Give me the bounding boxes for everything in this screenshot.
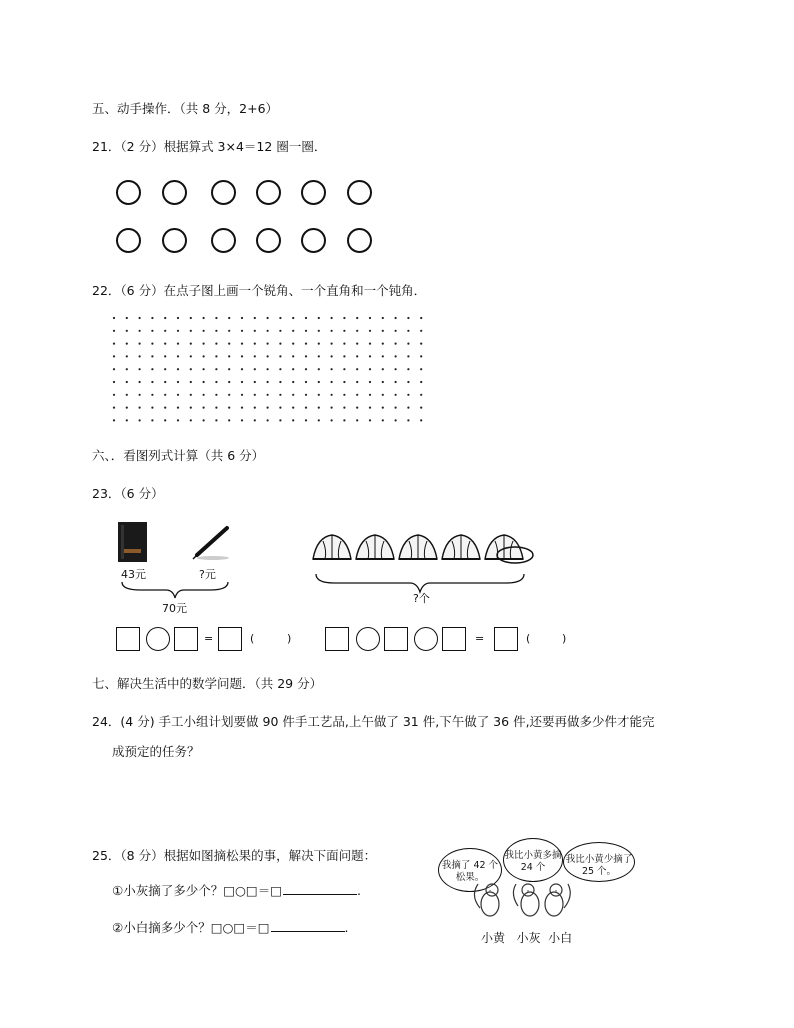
- circle[interactable]: [116, 180, 141, 205]
- grid-dot[interactable]: [279, 317, 281, 319]
- grid-dot[interactable]: [241, 381, 243, 383]
- answer-box[interactable]: [384, 627, 408, 651]
- grid-dot[interactable]: [254, 394, 256, 396]
- grid-dot[interactable]: [203, 330, 205, 332]
- bun: [399, 535, 437, 559]
- grid-dot[interactable]: [292, 394, 294, 396]
- squirrel-names: 小黄 小灰 小白: [481, 931, 573, 945]
- grid-dot[interactable]: [331, 419, 333, 421]
- pen-icon: [191, 525, 231, 561]
- grid-dot[interactable]: [369, 394, 371, 396]
- grid-dot[interactable]: [407, 343, 409, 345]
- grid-dot[interactable]: [215, 394, 217, 396]
- grid-dot[interactable]: [343, 381, 345, 383]
- grid-dot[interactable]: [395, 419, 397, 421]
- grid-dot[interactable]: [190, 330, 192, 332]
- grid-dot[interactable]: [228, 330, 230, 332]
- grid-dot[interactable]: [177, 381, 179, 383]
- grid-dot[interactable]: [241, 355, 243, 357]
- grid-dot[interactable]: [331, 330, 333, 332]
- grid-dot[interactable]: [395, 394, 397, 396]
- grid-dot[interactable]: [177, 407, 179, 409]
- grid-dot[interactable]: [228, 419, 230, 421]
- grid-dot[interactable]: [190, 343, 192, 345]
- grid-dot[interactable]: [356, 355, 358, 357]
- grid-dot[interactable]: [369, 355, 371, 357]
- grid-dot[interactable]: [139, 317, 141, 319]
- grid-dot[interactable]: [318, 394, 320, 396]
- circle[interactable]: [211, 228, 236, 253]
- grid-dot[interactable]: [382, 317, 384, 319]
- grid-dot[interactable]: [369, 317, 371, 319]
- grid-dot[interactable]: [331, 355, 333, 357]
- grid-dot[interactable]: [164, 355, 166, 357]
- grid-dot[interactable]: [267, 394, 269, 396]
- paren-open: (: [250, 632, 255, 645]
- speech-bubble-1: 我摘了 42 个松果。: [438, 848, 502, 892]
- total-price: 70元: [162, 602, 187, 615]
- grid-dot[interactable]: [292, 381, 294, 383]
- grid-dot[interactable]: [151, 330, 153, 332]
- grid-dot[interactable]: [151, 394, 153, 396]
- pen-price: ?元: [199, 568, 216, 581]
- grid-dot[interactable]: [331, 317, 333, 319]
- grid-dot[interactable]: [151, 355, 153, 357]
- grid-dot[interactable]: [420, 407, 422, 409]
- grid-dot[interactable]: [382, 381, 384, 383]
- grid-dot[interactable]: [356, 317, 358, 319]
- answer-box[interactable]: [218, 627, 242, 651]
- grid-dot[interactable]: [369, 368, 371, 370]
- circle[interactable]: [347, 228, 372, 253]
- grid-dot[interactable]: [343, 419, 345, 421]
- grid-dot[interactable]: [331, 407, 333, 409]
- grid-dot[interactable]: [190, 368, 192, 370]
- grid-dot[interactable]: [151, 381, 153, 383]
- grid-dot[interactable]: [228, 381, 230, 383]
- grid-dot[interactable]: [305, 317, 307, 319]
- question-23: 23．（6 分）: [92, 486, 164, 501]
- grid-dot[interactable]: [164, 317, 166, 319]
- grid-dot[interactable]: [139, 407, 141, 409]
- grid-dot[interactable]: [177, 394, 179, 396]
- grid-dot[interactable]: [420, 330, 422, 332]
- grid-dot[interactable]: [382, 343, 384, 345]
- grid-dot[interactable]: [343, 317, 345, 319]
- grid-dot[interactable]: [382, 355, 384, 357]
- grid-dot[interactable]: [356, 343, 358, 345]
- grid-dot[interactable]: [420, 419, 422, 421]
- grid-dot[interactable]: [228, 394, 230, 396]
- grid-dot[interactable]: [203, 343, 205, 345]
- grid-dot[interactable]: [126, 368, 128, 370]
- grid-dot[interactable]: [279, 343, 281, 345]
- grid-dot[interactable]: [254, 368, 256, 370]
- grid-dot[interactable]: [318, 317, 320, 319]
- grid-dot[interactable]: [369, 407, 371, 409]
- bun-icon: [309, 529, 535, 573]
- grid-dot[interactable]: [331, 394, 333, 396]
- grid-dot[interactable]: [407, 394, 409, 396]
- answer-box[interactable]: [325, 627, 349, 651]
- grid-dot[interactable]: [215, 355, 217, 357]
- section-title-7: 七、解决生活中的数学问题．（共 29 分）: [92, 676, 323, 691]
- grid-dot[interactable]: [164, 407, 166, 409]
- question-24-line2: 成预定的任务？: [112, 744, 200, 759]
- grid-dot[interactable]: [279, 368, 281, 370]
- grid-dot[interactable]: [203, 381, 205, 383]
- grid-dot[interactable]: [305, 330, 307, 332]
- circle[interactable]: [256, 180, 281, 205]
- grid-dot[interactable]: [369, 343, 371, 345]
- grid-dot[interactable]: [241, 343, 243, 345]
- sub2-text: ②小白摘多少个？□○□＝□: [112, 920, 270, 935]
- grid-dot[interactable]: [318, 368, 320, 370]
- grid-dot[interactable]: [151, 368, 153, 370]
- grid-dot[interactable]: [292, 330, 294, 332]
- grid-dot[interactable]: [331, 343, 333, 345]
- grid-dot[interactable]: [113, 381, 115, 383]
- question-22: 22．（6 分）在点子图上画一个锐角、一个直角和一个钝角．: [92, 283, 427, 298]
- grid-dot[interactable]: [203, 419, 205, 421]
- grid-dot[interactable]: [113, 394, 115, 396]
- grid-dot[interactable]: [228, 407, 230, 409]
- grid-dot[interactable]: [190, 381, 192, 383]
- operator-circle[interactable]: [414, 627, 438, 651]
- grid-dot[interactable]: [215, 368, 217, 370]
- grid-dot[interactable]: [177, 368, 179, 370]
- squirrel-icon: [468, 878, 588, 922]
- grid-dot[interactable]: [241, 317, 243, 319]
- grid-dot[interactable]: [382, 407, 384, 409]
- grid-dot[interactable]: [318, 343, 320, 345]
- grid-dot[interactable]: [318, 407, 320, 409]
- grid-dot[interactable]: [420, 368, 422, 370]
- grid-dot[interactable]: [139, 381, 141, 383]
- grid-dot[interactable]: [407, 355, 409, 357]
- grid-dot[interactable]: [420, 381, 422, 383]
- grid-dot[interactable]: [113, 419, 115, 421]
- grid-dot[interactable]: [139, 330, 141, 332]
- grid-dot[interactable]: [254, 330, 256, 332]
- grid-dot[interactable]: [190, 394, 192, 396]
- grid-dot[interactable]: [420, 394, 422, 396]
- grid-dot[interactable]: [343, 355, 345, 357]
- grid-dot[interactable]: [151, 343, 153, 345]
- grid-dot[interactable]: [164, 368, 166, 370]
- grid-dot[interactable]: [356, 368, 358, 370]
- answer-box[interactable]: [494, 627, 518, 651]
- bun: [356, 535, 394, 559]
- grid-dot[interactable]: [356, 330, 358, 332]
- grid-dot[interactable]: [267, 419, 269, 421]
- circle[interactable]: [116, 228, 141, 253]
- circle[interactable]: [256, 228, 281, 253]
- grid-dot[interactable]: [164, 394, 166, 396]
- grid-dot[interactable]: [305, 394, 307, 396]
- grid-dot[interactable]: [139, 394, 141, 396]
- paren-open: (: [526, 632, 531, 645]
- grid-dot[interactable]: [254, 381, 256, 383]
- grid-dot[interactable]: [292, 368, 294, 370]
- circle[interactable]: [301, 180, 326, 205]
- grid-dot[interactable]: [369, 330, 371, 332]
- grid-dot[interactable]: [305, 419, 307, 421]
- grid-dot[interactable]: [254, 355, 256, 357]
- dot-grid[interactable]: [112, 316, 426, 426]
- grid-dot[interactable]: [126, 355, 128, 357]
- grid-dot[interactable]: [139, 419, 141, 421]
- grid-dot[interactable]: [279, 381, 281, 383]
- grid-dot[interactable]: [318, 419, 320, 421]
- question-24-line1: 24．(4 分) 手工小组计划要做 90 件手工艺品,上午做了 31 件,下午做了 36 件,还要再做多少件才能完: [92, 714, 655, 729]
- sub1-text: ①小灰摘了多少个？□○□＝□: [112, 883, 283, 898]
- grid-dot[interactable]: [305, 407, 307, 409]
- grid-dot[interactable]: [215, 317, 217, 319]
- answer-line[interactable]: [283, 882, 357, 895]
- grid-dot[interactable]: [190, 407, 192, 409]
- grid-dot[interactable]: [151, 317, 153, 319]
- grid-dot[interactable]: [356, 419, 358, 421]
- grid-dot[interactable]: [126, 381, 128, 383]
- grid-dot[interactable]: [151, 407, 153, 409]
- circle[interactable]: [347, 180, 372, 205]
- question-25-sub2: [112, 918, 349, 936]
- speech-bubble-2: 我比小黄多摘 24 个: [503, 838, 563, 882]
- grid-dot[interactable]: [228, 317, 230, 319]
- grid-dot[interactable]: [305, 381, 307, 383]
- grid-dot[interactable]: [126, 317, 128, 319]
- equals-sign: =: [204, 632, 214, 645]
- grid-dot[interactable]: [267, 355, 269, 357]
- grid-dot[interactable]: [331, 368, 333, 370]
- grid-dot[interactable]: [267, 368, 269, 370]
- grid-dot[interactable]: [190, 317, 192, 319]
- grid-dot[interactable]: [292, 419, 294, 421]
- grid-dot[interactable]: [190, 355, 192, 357]
- grid-dot[interactable]: [420, 343, 422, 345]
- grid-dot[interactable]: [395, 407, 397, 409]
- grid-dot[interactable]: [407, 381, 409, 383]
- grid-dot[interactable]: [279, 419, 281, 421]
- grid-dot[interactable]: [254, 317, 256, 319]
- grid-dot[interactable]: [318, 330, 320, 332]
- notebook-icon: [117, 521, 149, 563]
- paren-close: ): [562, 632, 567, 645]
- grid-dot[interactable]: [356, 407, 358, 409]
- grid-dot[interactable]: [343, 394, 345, 396]
- sub2-end: .: [344, 920, 349, 935]
- grid-dot[interactable]: [267, 317, 269, 319]
- grid-dot[interactable]: [126, 330, 128, 332]
- grid-dot[interactable]: [139, 368, 141, 370]
- grid-dot[interactable]: [343, 407, 345, 409]
- grid-dot[interactable]: [407, 330, 409, 332]
- grid-dot[interactable]: [177, 419, 179, 421]
- grid-dot[interactable]: [369, 419, 371, 421]
- brace-left: [120, 580, 230, 600]
- grid-dot[interactable]: [292, 355, 294, 357]
- bun: [313, 535, 351, 559]
- grid-dot[interactable]: [139, 355, 141, 357]
- sub1-end: .: [357, 883, 362, 898]
- grid-dot[interactable]: [228, 368, 230, 370]
- grid-dot[interactable]: [305, 355, 307, 357]
- grid-dot[interactable]: [395, 381, 397, 383]
- answer-box[interactable]: [442, 627, 466, 651]
- grid-dot[interactable]: [318, 355, 320, 357]
- grid-dot[interactable]: [267, 407, 269, 409]
- grid-dot[interactable]: [113, 368, 115, 370]
- circle[interactable]: [301, 228, 326, 253]
- answer-line[interactable]: [271, 919, 345, 932]
- section-title-5: 五、动手操作．（共 8 分，2+6）: [92, 101, 279, 116]
- grid-dot[interactable]: [395, 368, 397, 370]
- operator-circle[interactable]: [356, 627, 380, 651]
- grid-dot[interactable]: [113, 343, 115, 345]
- grid-dot[interactable]: [279, 355, 281, 357]
- grid-dot[interactable]: [241, 368, 243, 370]
- paren-close: ): [287, 632, 292, 645]
- grid-dot[interactable]: [113, 355, 115, 357]
- grid-dot[interactable]: [382, 419, 384, 421]
- grid-dot[interactable]: [177, 355, 179, 357]
- circle[interactable]: [211, 180, 236, 205]
- answer-box[interactable]: [116, 627, 140, 651]
- grid-dot[interactable]: [343, 343, 345, 345]
- speech-bubble-3: 我比小黄少摘了 25 个。: [563, 842, 635, 882]
- grid-dot[interactable]: [395, 330, 397, 332]
- grid-dot[interactable]: [113, 317, 115, 319]
- grid-dot[interactable]: [331, 381, 333, 383]
- grid-dot[interactable]: [369, 381, 371, 383]
- grid-dot[interactable]: [177, 330, 179, 332]
- grid-dot[interactable]: [395, 343, 397, 345]
- grid-dot[interactable]: [151, 419, 153, 421]
- grid-dot[interactable]: [228, 343, 230, 345]
- grid-dot[interactable]: [215, 381, 217, 383]
- grid-dot[interactable]: [420, 355, 422, 357]
- grid-dot[interactable]: [279, 407, 281, 409]
- grid-dot[interactable]: [215, 419, 217, 421]
- grid-dot[interactable]: [407, 419, 409, 421]
- grid-dot[interactable]: [203, 368, 205, 370]
- grid-dot[interactable]: [215, 343, 217, 345]
- grid-dot[interactable]: [267, 381, 269, 383]
- bun-total: ?个: [413, 592, 430, 605]
- grid-dot[interactable]: [292, 317, 294, 319]
- grid-dot[interactable]: [139, 343, 141, 345]
- grid-dot[interactable]: [254, 419, 256, 421]
- grid-dot[interactable]: [164, 381, 166, 383]
- grid-dot[interactable]: [241, 407, 243, 409]
- grid-dot[interactable]: [203, 407, 205, 409]
- grid-dot[interactable]: [395, 317, 397, 319]
- grid-dot[interactable]: [241, 419, 243, 421]
- grid-dot[interactable]: [203, 317, 205, 319]
- grid-dot[interactable]: [267, 330, 269, 332]
- grid-dot[interactable]: [407, 368, 409, 370]
- grid-dot[interactable]: [382, 330, 384, 332]
- grid-dot[interactable]: [356, 381, 358, 383]
- grid-dot[interactable]: [126, 343, 128, 345]
- grid-dot[interactable]: [279, 330, 281, 332]
- grid-dot[interactable]: [215, 330, 217, 332]
- equals-sign: =: [475, 632, 485, 645]
- grid-dot[interactable]: [126, 394, 128, 396]
- grid-dot[interactable]: [343, 368, 345, 370]
- grid-dot[interactable]: [126, 407, 128, 409]
- section-title-6: 六、．看图列式计算（共 6 分）: [92, 448, 265, 463]
- grid-dot[interactable]: [164, 419, 166, 421]
- grid-dot[interactable]: [254, 343, 256, 345]
- grid-dot[interactable]: [305, 343, 307, 345]
- grid-dot[interactable]: [279, 394, 281, 396]
- answer-box[interactable]: [174, 627, 198, 651]
- grid-dot[interactable]: [241, 394, 243, 396]
- circle[interactable]: [162, 180, 187, 205]
- grid-dot[interactable]: [190, 419, 192, 421]
- circle[interactable]: [162, 228, 187, 253]
- grid-dot[interactable]: [203, 394, 205, 396]
- grid-dot[interactable]: [228, 355, 230, 357]
- grid-dot[interactable]: [292, 343, 294, 345]
- grid-dot[interactable]: [395, 355, 397, 357]
- grid-dot[interactable]: [164, 343, 166, 345]
- grid-dot[interactable]: [113, 407, 115, 409]
- grid-dot[interactable]: [177, 343, 179, 345]
- grid-dot[interactable]: [292, 407, 294, 409]
- grid-dot[interactable]: [126, 419, 128, 421]
- grid-dot[interactable]: [203, 355, 205, 357]
- question-21: 21．（2 分）根据算式 3×4＝12 圈一圈．: [92, 139, 327, 154]
- circle-grid[interactable]: [113, 176, 383, 260]
- question-25: 25．（8 分）根据如图摘松果的事，解决下面问题：: [92, 848, 377, 863]
- grid-dot[interactable]: [215, 407, 217, 409]
- grid-dot[interactable]: [382, 368, 384, 370]
- grid-dot[interactable]: [407, 317, 409, 319]
- grid-dot[interactable]: [177, 317, 179, 319]
- grid-dot[interactable]: [113, 330, 115, 332]
- grid-dot[interactable]: [267, 343, 269, 345]
- grid-dot[interactable]: [407, 407, 409, 409]
- notebook-price: 43元: [121, 568, 146, 581]
- grid-dot[interactable]: [254, 407, 256, 409]
- grid-dot[interactable]: [343, 330, 345, 332]
- grid-dot[interactable]: [164, 330, 166, 332]
- grid-dot[interactable]: [241, 330, 243, 332]
- operator-circle[interactable]: [146, 627, 170, 651]
- grid-dot[interactable]: [356, 394, 358, 396]
- question-25-sub1: [112, 881, 361, 899]
- bun: [442, 535, 480, 559]
- grid-dot[interactable]: [318, 381, 320, 383]
- grid-dot[interactable]: [305, 368, 307, 370]
- grid-dot[interactable]: [420, 317, 422, 319]
- grid-dot[interactable]: [382, 394, 384, 396]
